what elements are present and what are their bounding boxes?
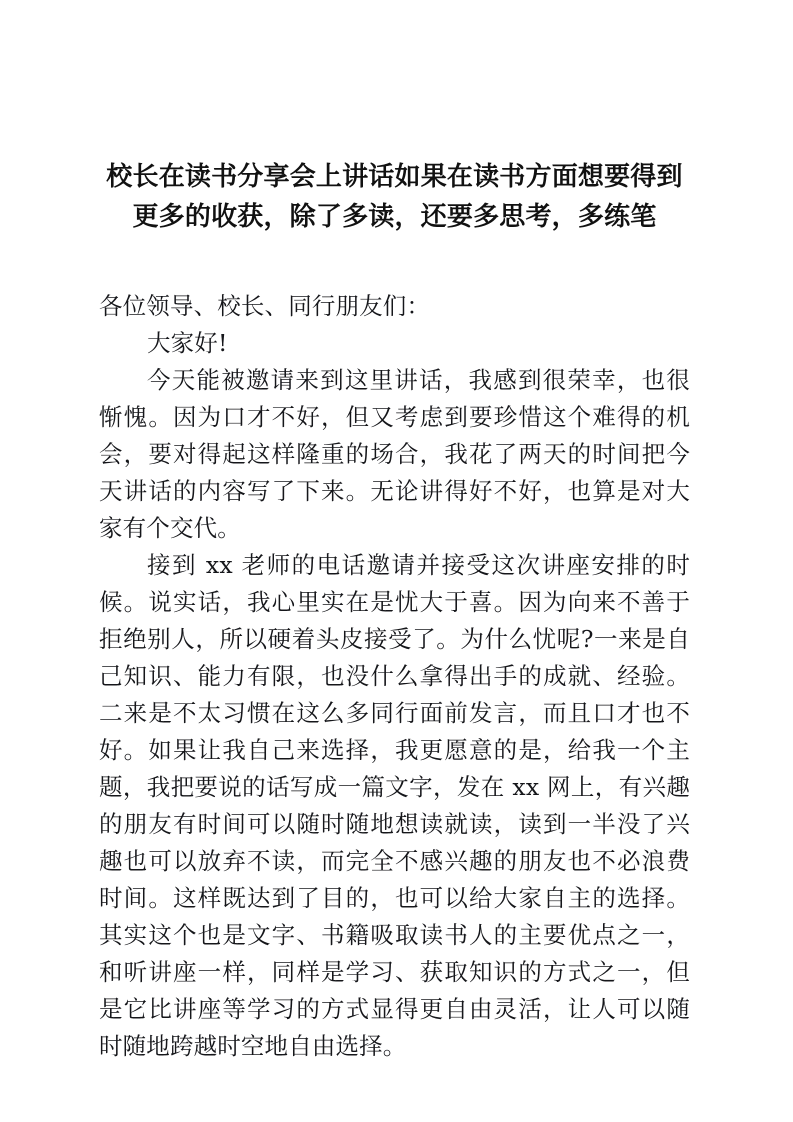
greeting-line: 大家好! xyxy=(147,329,228,357)
page-title: 校长在读书分享会上讲话如果在读书方面想要得到更多的收获，除了多读，还要多思考，多练笔 xyxy=(106,162,683,231)
body-paragraph-2: 接到 xx 老师的电话邀请并接受这次讲座安排的时候。说实话，我心里实在是忧大于喜。因为向来不善于拒绝别人，所以硬着头皮接受了。为什么忧呢?一来是自己知识、能力有限，也没什么拿得出手的成就、经验。二来是不太习惯在这么多同行面前发言，而且口才也不好。如果让我自己来选择，我更愿意的是，给我一个主题，我把要说的话写成一篇文字，发在 xx 网上，有兴趣的朋友有时间可以随时随地想读就读，读到一半没了兴趣也可以放弃不读，而完全不感兴趣的朋友也不必浪费时间。这样既达到了目的，也可以给大家自主的选择。其实这个也是文字、书籍吸取读书人的主要优点之一，和听讲座一样，同样是学习、获取知识的方式之一，但是它比讲座等学习的方式显得更自由灵活，让人可以随时随地跨越时空地自由选择。 xyxy=(99,551,690,1060)
document-body xyxy=(99,288,690,1065)
body-paragraph-1: 今天能被邀请来到这里讲话，我感到很荣幸，也很惭愧。因为口才不好，但又考虑到要珍惜这个难得的机会，要对得起这样隆重的场合，我花了两天的时间把今天讲话的内容写了下来。无论讲得好不好，也算是对大家有个交代。 xyxy=(99,366,690,542)
salutation-line: 各位领导、校长、同行朋友们： xyxy=(99,292,431,320)
